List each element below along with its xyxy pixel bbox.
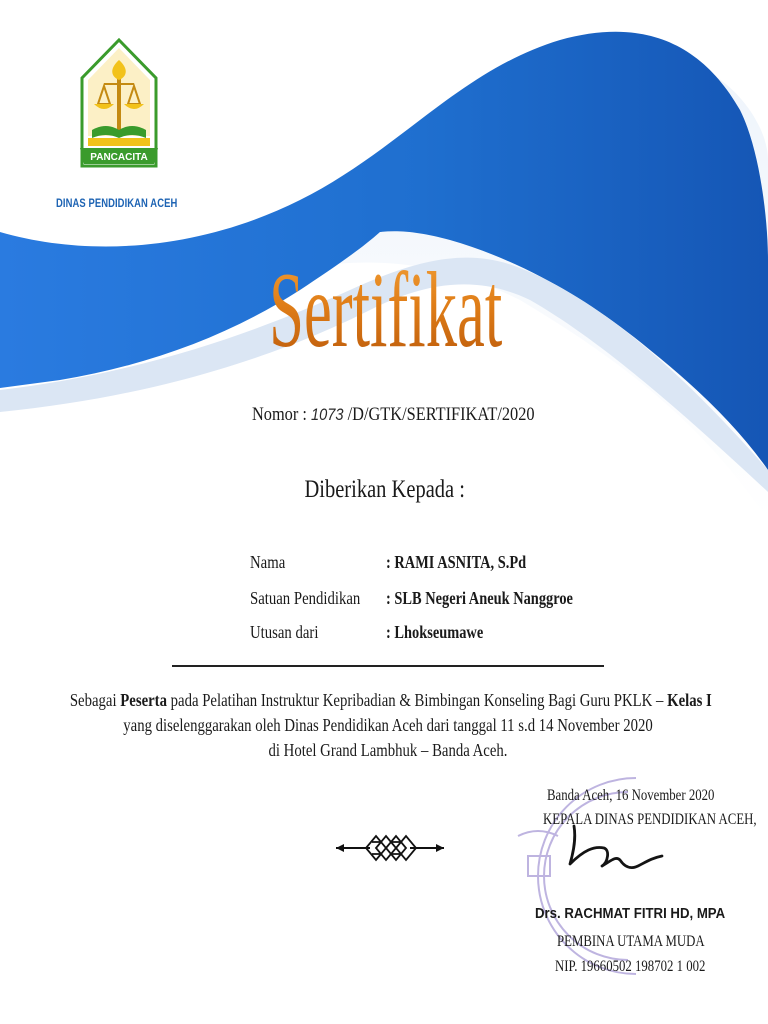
aceh-crest-icon: [80, 38, 158, 188]
description-text: Sebagai: [69, 690, 121, 710]
description-text: pada Pelatihan Instruktur Kepribadian & Bimbingan Konseling Bagi Guru PKLK –: [166, 690, 668, 710]
signatory-nip: NIP. 19660502 198702 1 002: [555, 958, 706, 975]
certificate-description: [69, 688, 712, 763]
signatory-rank: PEMBINA UTAMA MUDA: [557, 933, 705, 950]
description-line-2: yang diselenggarakan oleh Dinas Pendidikan Aceh dari tanggal 11 s.d 14 November 2020: [123, 715, 653, 735]
description-emphasis: Peserta: [120, 690, 167, 710]
ornament-icon: [336, 828, 444, 868]
divider: [172, 665, 604, 667]
field-label: Satuan Pendidikan: [250, 588, 361, 608]
organization-name: DINAS PENDIDIKAN ACEH: [56, 198, 178, 210]
description-line-3: di Hotel Grand Lambhuk – Banda Aceh.: [268, 740, 508, 760]
field-label: Nama: [250, 552, 286, 572]
description-line-1: [69, 688, 712, 713]
number-suffix: /D/GTK/SERTIFIKAT/2020: [347, 404, 535, 425]
given-to-heading: Diberikan Kepada :: [304, 476, 465, 503]
certificate-number: [252, 404, 535, 426]
field-label: Utusan dari: [250, 622, 319, 642]
number-prefix: Nomor :: [252, 404, 307, 425]
number-handwritten: 1073: [311, 405, 344, 424]
signature-place-date: Banda Aceh, 16 November 2020: [547, 787, 715, 804]
field-value: : RAMI ASNITA, S.Pd: [386, 552, 527, 572]
field-value: : Lhokseumawe: [386, 622, 484, 642]
signatory-role: KEPALA DINAS PENDIDIKAN ACEH,: [543, 811, 757, 828]
logo-banner-text: PANCACITA: [90, 152, 148, 163]
description-emphasis: Kelas I: [667, 690, 712, 710]
field-value: : SLB Negeri Aneuk Nanggroe: [386, 588, 573, 608]
signature-icon: [554, 820, 674, 886]
signatory-name: Drs. RACHMAT FITRI HD, MPA: [535, 905, 726, 922]
certificate-title: Sertifikat: [163, 246, 608, 376]
